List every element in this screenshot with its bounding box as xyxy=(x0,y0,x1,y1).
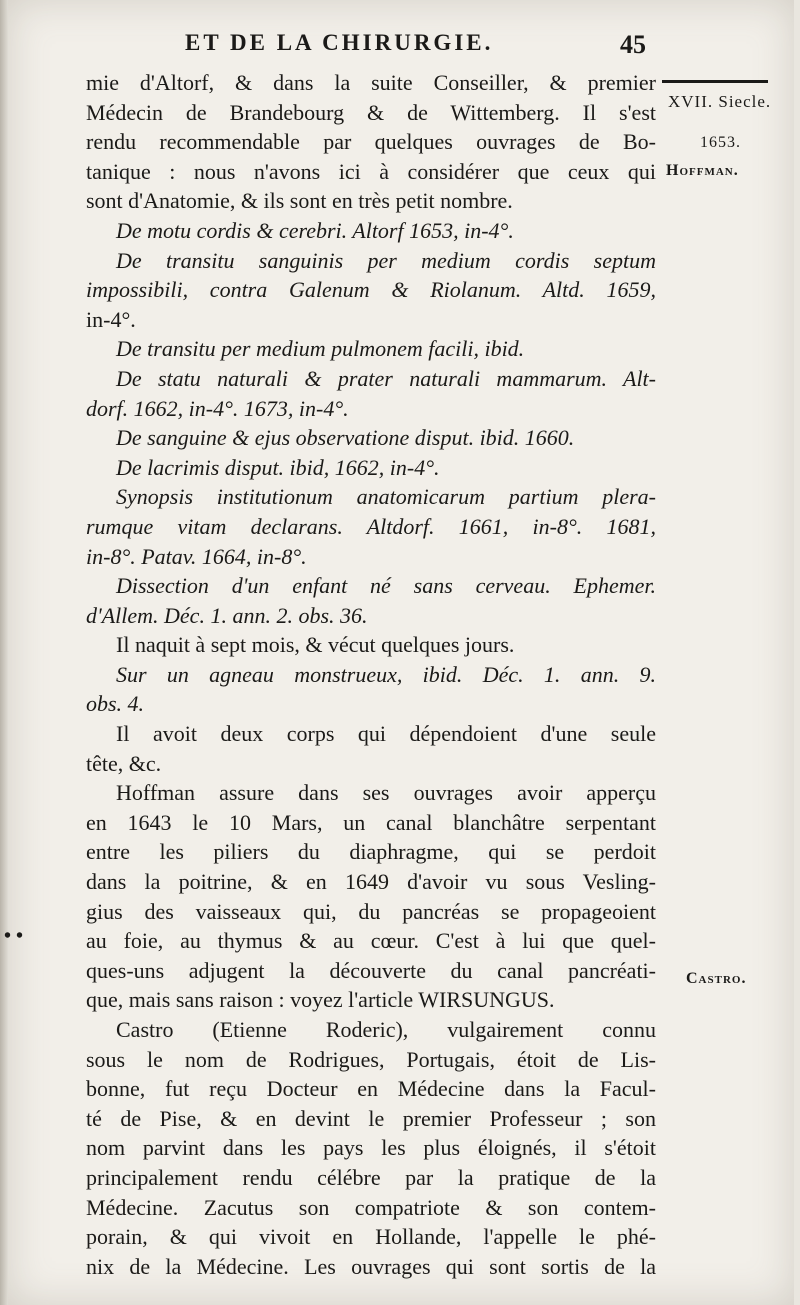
text-line: Il naquit à sept mois, & vécut quelques jours. xyxy=(116,632,515,658)
text-line: De transitu per medium pulmonem facili, ibid. xyxy=(116,336,525,362)
text-line: rumque vitam declarans. Altdorf. 1661, in-8°. 1681, xyxy=(86,513,656,539)
ink-specks: • • xyxy=(4,925,24,947)
text-line: in-8°. Patav. 1664, in-8°. xyxy=(86,543,307,569)
text-line: tête, &c. xyxy=(86,750,162,776)
text-line: gius des vaisseaux qui, du pancréas se propageoient xyxy=(86,898,656,924)
margin-note-hoffman: Hoffman. xyxy=(666,162,739,179)
main-text-column xyxy=(86,68,656,1281)
text-line: té de Pise, & en devint le premier Professeur ; son xyxy=(86,1105,656,1131)
margin-rule xyxy=(662,80,768,83)
text-line: De motu cordis & cerebri. Altorf 1653, in-4°. xyxy=(116,217,514,243)
text-line: De statu naturali & prater naturali mammarum. Alt- xyxy=(116,365,656,391)
text-line: bonne, fut reçu Docteur en Médecine dans la Facul- xyxy=(86,1076,656,1102)
text-line: obs. 4. xyxy=(86,691,145,717)
text-line: que, mais sans raison : voyez l'article WIRSUNGUS. xyxy=(86,987,555,1013)
margin-note-century: XVII. Siecle. xyxy=(668,92,772,111)
text-line: d'Allem. Déc. 1. ann. 2. obs. 36. xyxy=(86,602,368,628)
text-line: Synopsis institutionum anatomicarum partium plera- xyxy=(116,484,656,510)
text-line: in-4°. xyxy=(86,306,136,332)
text-line: mie d'Altorf, & dans la suite Conseiller, & premier xyxy=(86,70,656,95)
text-line: sous le nom de Rodrigues, Portugais, étoit de Lis- xyxy=(86,1046,656,1072)
text-line: principalement rendu célébre par la pratique de la xyxy=(86,1164,656,1190)
text-line: Hoffman assure dans ses ouvrages avoir apperçu xyxy=(116,780,656,806)
margin-note-year: 1653. xyxy=(700,134,741,151)
text-line: rendu recommendable par quelques ouvrages de Bo- xyxy=(86,129,656,155)
text-line: sont d'Anatomie, & ils sont en très petit nombre. xyxy=(86,188,513,214)
text-line: Dissection d'un enfant né sans cerveau. Ephemer. xyxy=(116,573,656,599)
text-line: De transitu sanguinis per medium cordis septum xyxy=(116,247,656,273)
page-number: 45 xyxy=(620,30,646,59)
text-line: ques-uns adjugent la découverte du canal pancréati- xyxy=(86,957,656,983)
text-line: impossibili, contra Galenum & Riolanum. Altd. 1659, xyxy=(86,277,656,303)
text-line: en 1643 le 10 Mars, un canal blanchâtre serpentant xyxy=(86,809,656,835)
text-line: Médecin de Brandebourg & de Wittemberg. Il s'est xyxy=(86,99,656,125)
running-title: ET DE LA CHIRURGIE. xyxy=(185,30,494,55)
text-line: dans la poitrine, & en 1649 d'avoir vu sous Vesling- xyxy=(86,869,656,895)
text-line: Castro (Etienne Roderic), vulgairement connu xyxy=(116,1017,656,1042)
margin-note-castro: Castro. xyxy=(686,970,747,987)
text-line: nix de la Médecine. Les ouvrages qui sont sortis de la xyxy=(86,1253,656,1279)
text-line: porain, & qui vivoit en Hollande, l'appelle le phé- xyxy=(86,1224,656,1250)
text-line: Sur un agneau monstrueux, ibid. Déc. 1. ann. 9. xyxy=(116,661,656,687)
text-line: tanique : nous n'avons ici à considérer que ceux qui xyxy=(86,158,656,184)
text-line: entre les piliers du diaphragme, qui se perdoit xyxy=(86,839,656,865)
text-line: Il avoit deux corps qui dépendoient d'une seule xyxy=(116,721,656,747)
text-line: dorf. 1662, in-4°. 1673, in-4°. xyxy=(86,395,349,421)
text-line: Médecine. Zacutus son compatriote & son contem- xyxy=(86,1194,656,1220)
text-line: au foie, au thymus & au cœur. C'est à lui que quel- xyxy=(86,928,656,954)
text-line: De lacrimis disput. ibid, 1662, in-4°. xyxy=(116,454,440,480)
text-line: nom parvint dans les pays les plus éloignés, il s'étoit xyxy=(86,1135,656,1161)
text-line: De sanguine & ejus observatione disput. ibid. 1660. xyxy=(116,425,575,451)
